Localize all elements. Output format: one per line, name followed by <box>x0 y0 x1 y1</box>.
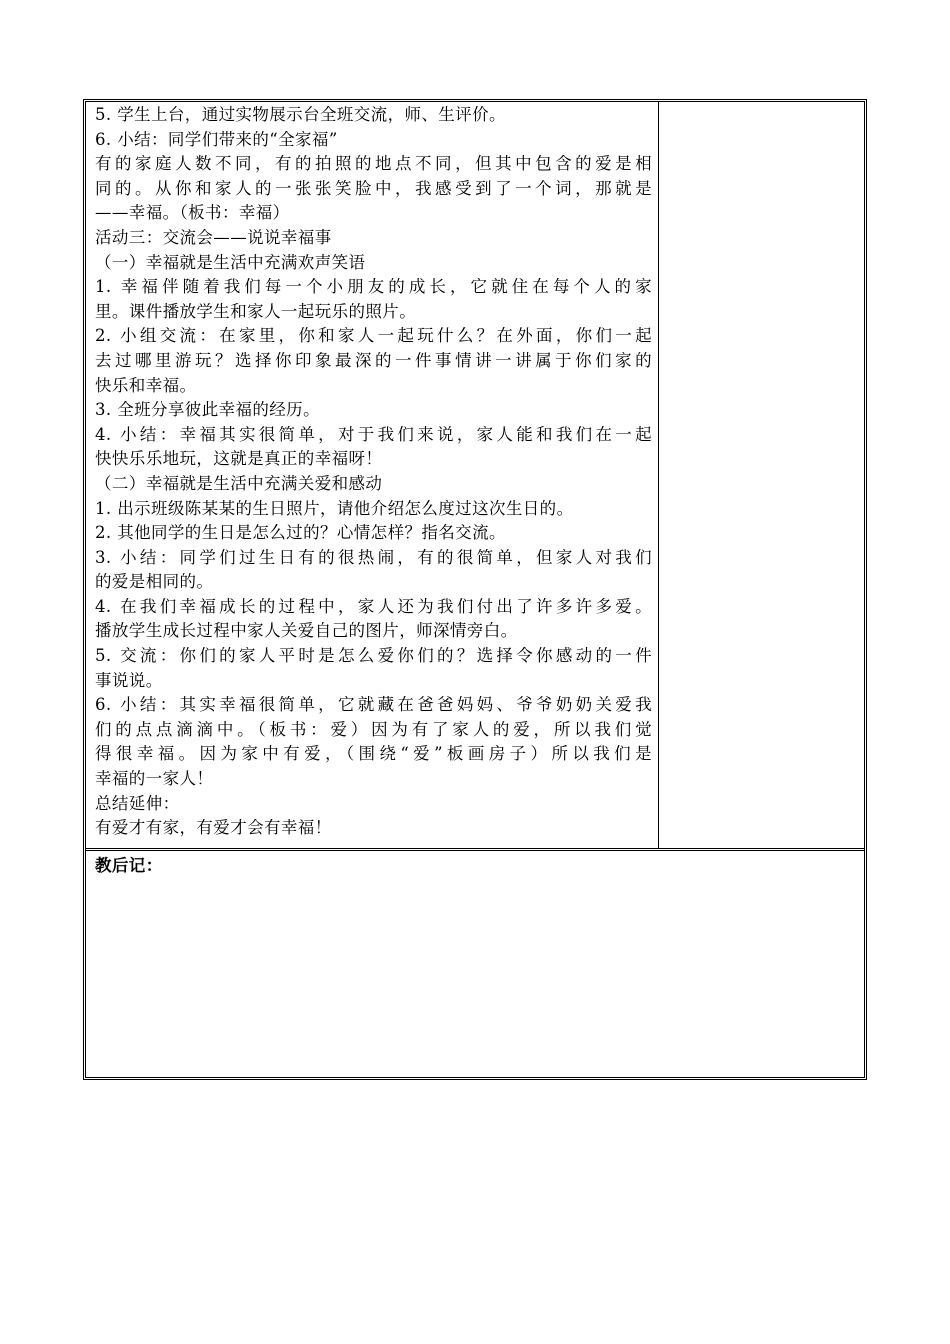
text-line: 6. 小结：其实幸福很简单，它就藏在爸爸妈妈、爷爷奶奶关爱我 <box>95 695 652 715</box>
text-line: 3. 全班分享彼此幸福的经历。 <box>95 400 320 420</box>
text-line: 有的家庭人数不同，有的拍照的地点不同，但其中包含的爱是相 <box>95 154 652 174</box>
text-line: 1. 幸福伴随着我们每一个小朋友的成长，它就住在每个人的家 <box>95 277 652 297</box>
text-line: 有爱才有家，有爱才会有幸福！ <box>95 818 332 838</box>
text-line: 幸福的一家人！ <box>95 769 214 789</box>
text-line: （一）幸福就是生活中充满欢声笑语 <box>95 252 366 272</box>
text-line: 5. 学生上台，通过实物展示台全班交流，师、生评价。 <box>95 105 506 124</box>
text-line: 3. 小结：同学们过生日有的很热闹，有的很简单，但家人对我们 <box>95 547 652 567</box>
side-notes-cell <box>659 102 864 848</box>
lesson-plan-table <box>83 99 867 1080</box>
text-line: 里。课件播放学生和家人一起玩乐的照片。 <box>95 301 417 321</box>
text-line: 播放学生成长过程中家人关爱自己的图片，师深情旁白。 <box>95 621 518 641</box>
text-line: 4. 在我们幸福成长的过程中，家人还为我们付出了许多许多爱。 <box>95 596 652 616</box>
reflection-cell <box>86 853 864 1077</box>
text-line: 的爱是相同的。 <box>95 572 214 592</box>
text-line: 总结延伸： <box>95 793 180 813</box>
text-line: 2. 小组交流：在家里，你和家人一起玩什么？在外面，你们一起 <box>95 326 652 346</box>
text-line: 同的。从你和家人的一张张笑脸中，我感受到了一个词，那就是 <box>95 178 652 198</box>
text-line: 们的点点滴滴中。（板书：爱）因为有了家人的爱，所以我们觉 <box>95 719 652 739</box>
text-line: 4. 小结：幸福其实很简单，对于我们来说，家人能和我们在一起 <box>95 424 652 444</box>
text-line: 2. 其他同学的生日是怎么过的？心情怎样？指名交流。 <box>95 523 506 543</box>
text-line: 事说说。 <box>95 670 163 690</box>
text-line: 6. 小结：同学们带来的“全家福” <box>95 129 338 149</box>
text-line: 1. 出示班级陈某某的生日照片，请他介绍怎么度过这次生日的。 <box>95 498 574 518</box>
text-line: 快乐和幸福。 <box>95 375 197 395</box>
row-divider <box>86 848 864 851</box>
text-line: 5. 交流：你们的家人平时是怎么爱你们的？选择令你感动的一件 <box>95 646 652 666</box>
text-line: （二）幸福就是生活中充满关爱和感动 <box>95 473 383 493</box>
text-line: 活动三：交流会——说说幸福事 <box>95 227 332 247</box>
text-line: ——幸福。（板书：幸福） <box>95 203 290 223</box>
text-line: 去过哪里游玩？选择你印象最深的一件事情讲一讲属于你们家的 <box>95 350 652 370</box>
reflection-label: 教后记： <box>95 856 163 875</box>
text-line: 快快乐乐地玩，这就是真正的幸福呀！ <box>95 449 383 469</box>
text-line: 得很幸福。因为家中有爱，（围绕“爱”板画房子）所以我们是 <box>95 744 652 764</box>
teaching-process-cell <box>86 102 659 848</box>
